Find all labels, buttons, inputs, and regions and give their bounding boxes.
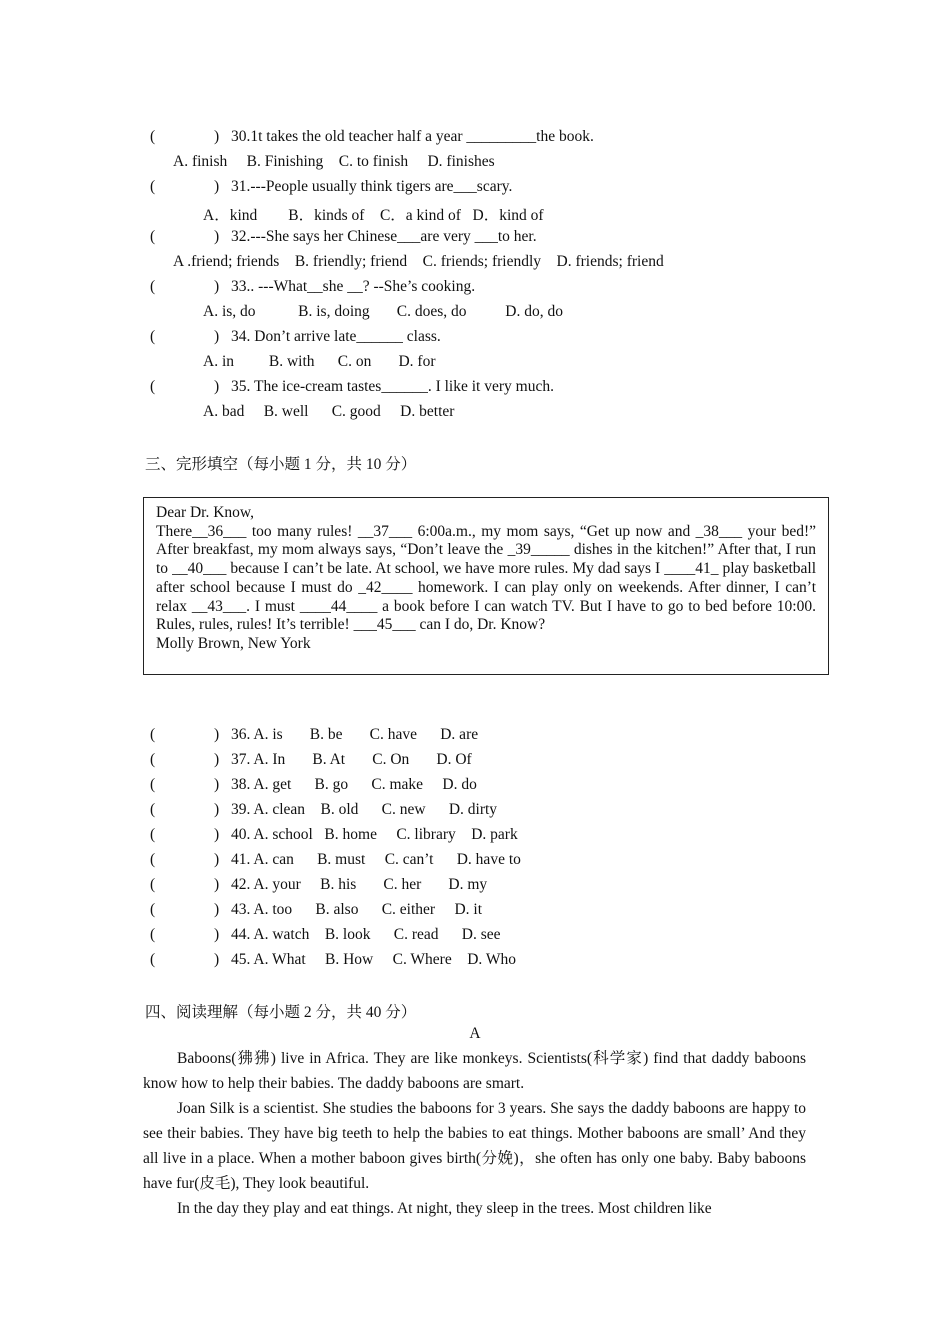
question-stem: 34. Don’t arrive late______ class.: [231, 328, 441, 345]
answer-paren-right: ): [214, 876, 220, 893]
answer-paren-right: ): [214, 228, 220, 245]
question-stem: 33.. ---What__she __? --She’s cooking.: [231, 278, 476, 295]
answer-paren-left: (: [150, 776, 156, 793]
cloze-question-text: 42. A. your B. his C. her D. my: [231, 876, 488, 893]
cloze-question-text: 36. A. is B. be C. have D. are: [231, 726, 479, 743]
question-32-options: A .friend; friends B. friendly; friend C. friends; friendly D. friends; friend: [173, 253, 664, 270]
cloze-question-text: 41. A. can B. must C. can’t D. have to: [231, 851, 521, 868]
question-35-options: A. bad B. well C. good D. better: [203, 403, 455, 420]
answer-paren-left: (: [150, 801, 156, 818]
cloze-question-text: 44. A. watch B. look C. read D. see: [231, 926, 501, 943]
answer-paren-right: ): [214, 951, 220, 968]
answer-paren-left: (: [150, 378, 156, 395]
reading-paragraph: Baboons(狒狒) live in Africa. They are like monkeys. Scientists(科学家) find that daddy baboons know how to help their babies. The daddy baboons are smart.: [143, 1050, 806, 1092]
cloze-question-text: 40. A. school B. home C. library D. park: [231, 826, 518, 843]
passage-label: A: [469, 1025, 481, 1042]
answer-paren-left: (: [150, 826, 156, 843]
answer-paren-left: (: [150, 951, 156, 968]
cloze-question-text: 45. A. What B. How C. Where D. Who: [231, 951, 517, 968]
question-34-options: A. in B. with C. on D. for: [203, 353, 436, 370]
answer-paren-right: ): [214, 801, 220, 818]
answer-paren-left: (: [150, 278, 156, 295]
question-30-options: A. finish B. Finishing C. to finish D. finishes: [173, 153, 495, 170]
answer-paren-left: (: [150, 726, 156, 743]
cloze-question-text: 43. A. too B. also C. either D. it: [231, 901, 483, 918]
answer-paren-right: ): [214, 776, 220, 793]
reading-passage: [143, 1046, 806, 1221]
answer-paren-right: ): [214, 826, 220, 843]
cloze-letter-box: [143, 497, 829, 675]
reading-paragraph: In the day they play and eat things. At night, they sleep in the trees. Most children like: [177, 1200, 712, 1217]
question-stem: 32.---She says her Chinese___are very ___to her.: [231, 228, 537, 245]
answer-paren-right: ): [214, 851, 220, 868]
answer-paren-left: (: [150, 901, 156, 918]
letter-greeting: Dear Dr. Know,: [156, 504, 254, 521]
answer-paren-right: ): [214, 751, 220, 768]
answer-paren-left: (: [150, 926, 156, 943]
question-33-options: A. is, do B. is, doing C. does, do D. do, do: [203, 303, 563, 320]
answer-paren-right: ): [214, 926, 220, 943]
answer-paren-left: (: [150, 851, 156, 868]
cloze-question-text: 39. A. clean B. old C. new D. dirty: [231, 801, 498, 818]
question-stem: 30.1t takes the old teacher half a year _________the book.: [231, 128, 594, 145]
cloze-question-text: 38. A. get B. go C. make D. do: [231, 776, 477, 793]
answer-paren-right: ): [214, 278, 220, 295]
answer-paren-right: ): [214, 378, 220, 395]
section-3-title: 三、完形填空（每小题 1 分，共 10 分）: [145, 456, 417, 473]
letter-signature: Molly Brown, New York: [156, 634, 311, 652]
answer-paren-right: ): [214, 128, 220, 145]
answer-paren-left: (: [150, 228, 156, 245]
letter-body: There__36___ too many rules! __37___ 6:00a.m., my mom says, “Get up now and _38___ your bed!” After breakfast, my mom always says, “Don’t leave the _39_____ dishes in the kitchen!” After that, I run to __40___ because I can’t be late. At school, we have more rules. My dad says I ____41_ play basketball after school because I must do _42____ homework. I can play only on weekends. After dinner, I can’t relax __43___. I must ____44____ a book before I can watch TV. But I have to go to bed before 10:00. Rules, rules, rules! It’s terrible! ___45___ can I do, Dr. Know?: [156, 522, 816, 634]
question-stem: 31.---People usually think tigers are___scary.: [231, 178, 513, 195]
answer-paren-right: ): [214, 726, 220, 743]
question-stem: 35. The ice-cream tastes______. I like it very much.: [231, 378, 554, 395]
cloze-question-text: 37. A. In B. At C. On D. Of: [231, 751, 472, 768]
reading-paragraph: Joan Silk is a scientist. She studies the baboons for 3 years. She says the daddy baboons are happy to see their babies. They have big teeth to help the babies to eat things. Mother baboons are small’ And they all live in a place. When a mother baboon gives birth(分娩)，she often has only one baby. Baby baboons have fur(皮毛), They look beautiful.: [143, 1100, 806, 1192]
question-31-options: A．kind B．kinds of C．a kind of D．kind of: [203, 207, 544, 224]
answer-paren-left: (: [150, 178, 156, 195]
answer-paren-left: (: [150, 328, 156, 345]
answer-paren-right: ): [214, 178, 220, 195]
answer-paren-right: ): [214, 901, 220, 918]
section-4-title: 四、阅读理解（每小题 2 分，共 40 分）: [145, 1004, 417, 1021]
answer-paren-left: (: [150, 876, 156, 893]
answer-paren-left: (: [150, 751, 156, 768]
answer-paren-left: (: [150, 128, 156, 145]
answer-paren-right: ): [214, 328, 220, 345]
